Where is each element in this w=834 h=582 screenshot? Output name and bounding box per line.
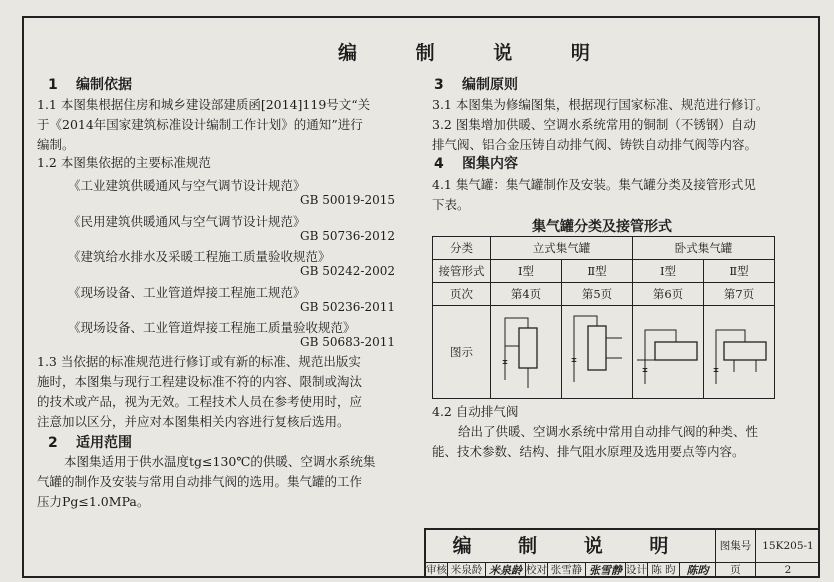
standard-code: GB 50683-2011: [300, 335, 395, 349]
row-label: 分类: [433, 237, 491, 260]
diagram-cell: [562, 306, 633, 399]
section-3-heading: 3 编制原则: [434, 77, 518, 93]
para-3-2-line2: 排气阀、铝合金压铸自动排气阀、铸铁自动排气阀等内容。: [432, 137, 758, 152]
standard-name: 《民用建筑供暖通风与空气调节设计规范》: [68, 214, 306, 229]
horizontal-tank-type2-diagram: [704, 308, 774, 394]
table-cell: 第7页: [704, 283, 775, 306]
proofer-signature: 张雪静: [586, 563, 626, 578]
para-1-1-line3: 编制。: [37, 137, 75, 152]
para-1-3-line2: 施时，本图集与现行工程建设标准不符的内容、限制或淘汰: [37, 374, 363, 389]
atlas-number-label: 图集号: [716, 530, 756, 563]
para-3-2-line1: 3.2 图集增加供暖、空调水系统常用的铜制（不锈钢）自动: [432, 117, 756, 132]
table-title: 集气罐分类及接管形式: [532, 219, 672, 235]
standard-code: GB 50242-2002: [300, 264, 395, 278]
title-block: [424, 528, 820, 578]
section-2-heading: 2 适用范围: [48, 435, 132, 451]
diagram-cell: [491, 306, 562, 399]
horizontal-tank-type1-diagram: [633, 308, 703, 394]
para-2-line3: 压力Pg≤1.0MPa。: [37, 494, 150, 509]
para-1-3-line3: 的技术或产品，视为无效。工程技术人员在参考使用时，应: [37, 394, 363, 409]
para-1-2: 1.2 本图集依据的主要标准规范: [37, 155, 211, 170]
page-number: 2: [784, 564, 792, 576]
section-4-heading: 4 图集内容: [434, 156, 518, 172]
title-block-name: 编 制 说 明: [426, 530, 716, 563]
para-1-1-line2: 于《2014年国家建筑标准设计编制工作计划》的通知”进行: [37, 117, 363, 132]
standard-name: 《现场设备、工业管道焊接工程施工质量验收规范》: [68, 320, 356, 335]
design-label: 设计: [626, 564, 647, 576]
atlas-number: 15K205-1: [756, 530, 820, 563]
para-2-line1: 本图集适用于供水温度tg≤130℃的供暖、空调水系统集: [64, 454, 376, 469]
para-4-1-line2: 下表。: [432, 197, 470, 212]
row-label: 接管形式: [433, 260, 491, 283]
proofer-name: 张雪静: [548, 563, 586, 578]
designer-name: 陈 昀: [648, 563, 680, 578]
reviewer-name: 米泉龄: [448, 563, 486, 578]
table-cell: Ⅰ型: [491, 260, 562, 283]
table-cell: 第6页: [633, 283, 704, 306]
para-4-1-line1: 4.1 集气罐：集气罐制作及安装。集气罐分类及接管形式见: [432, 177, 756, 192]
para-4-2: 4.2 自动排气阀: [432, 404, 519, 419]
review-label: 审核: [426, 564, 447, 576]
para-4-2-line2: 能、技术参数、结构、排气阻水原理及选用要点等内容。: [432, 444, 745, 459]
table-cell: Ⅱ型: [704, 260, 775, 283]
para-4-2-line1: 给出了供暖、空调水系统中常用自动排气阀的种类、性: [458, 424, 759, 439]
standard-code: GB 50019-2015: [300, 193, 395, 207]
table-cell: 第4页: [491, 283, 562, 306]
group-header: 立式集气罐: [491, 237, 633, 260]
page-label: 页: [716, 563, 756, 578]
standard-code: GB 50236-2011: [300, 300, 395, 314]
page-title: 编 制 说 明: [338, 42, 616, 64]
row-label: 页次: [433, 283, 491, 306]
table-cell: 第5页: [562, 283, 633, 306]
vertical-tank-type2-diagram: [562, 308, 632, 394]
vertical-tank-type1-diagram: [491, 308, 561, 394]
standard-name: 《现场设备、工业管道焊接工程施工规范》: [68, 285, 306, 300]
table-cell: Ⅱ型: [562, 260, 633, 283]
proof-label: 校对: [526, 564, 547, 576]
section-1-heading: 1 编制依据: [48, 77, 132, 93]
para-1-3-line1: 1.3 当依据的标准规范进行修订或有新的标准、规范出版实: [37, 354, 361, 369]
standard-name: 《建筑给水排水及采暖工程施工质量验收规范》: [68, 249, 331, 264]
table-cell: Ⅰ型: [633, 260, 704, 283]
para-1-1-line1: 1.1 本图集根据住房和城乡建设部建质函[2014]119号文“关: [37, 97, 371, 112]
row-label: 图示: [433, 306, 491, 399]
designer-signature: 陈昀: [680, 563, 716, 578]
standard-name: 《工业建筑供暖通风与空气调节设计规范》: [68, 178, 306, 193]
diagram-cell: [633, 306, 704, 399]
tank-classification-table: [432, 236, 775, 399]
standard-code: GB 50736-2012: [300, 229, 395, 243]
para-1-3-line4: 注意加以区分，并应对本图集相关内容进行复核后选用。: [37, 414, 350, 429]
reviewer-signature: 米泉龄: [486, 563, 526, 578]
diagram-cell: [704, 306, 775, 399]
para-2-line2: 气罐的制作及安装与常用自动排气阀的选用。集气罐的工作: [37, 474, 363, 489]
group-header: 卧式集气罐: [633, 237, 775, 260]
para-3-1: 3.1 本图集为修编图集，根据现行国家标准、规范进行修订。: [432, 97, 769, 112]
